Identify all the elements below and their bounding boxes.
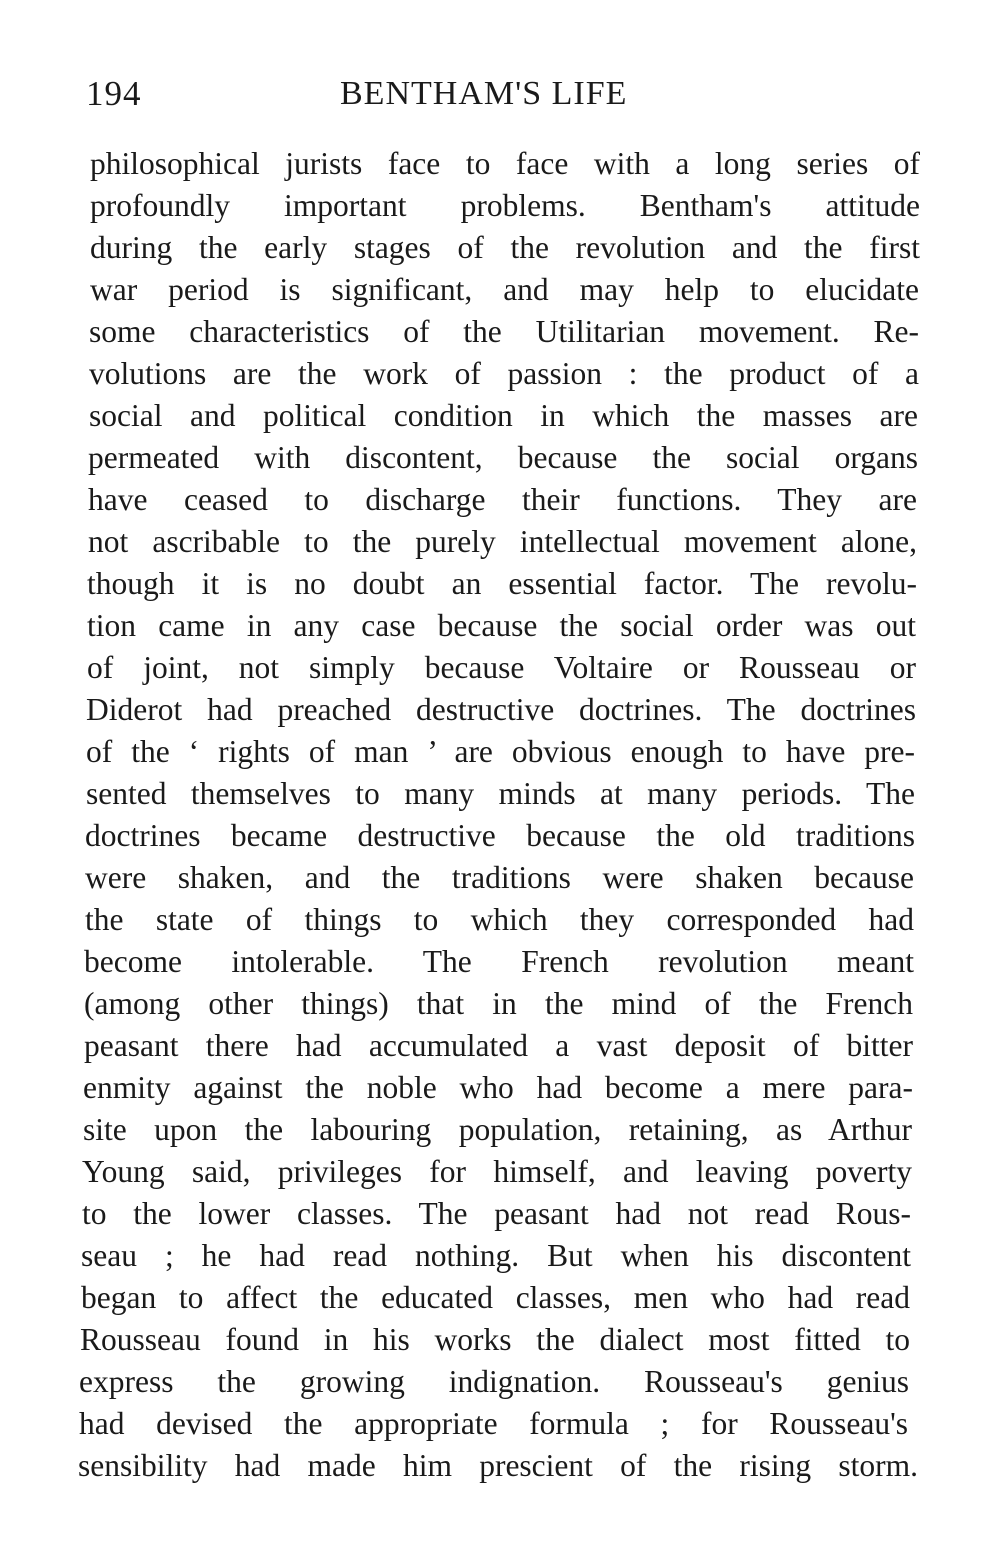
text-line: (among other things) that in the mind of the French — [84, 986, 913, 1021]
text-line: sensibility had made him prescient of the rising storm. — [78, 1448, 918, 1483]
running-head — [86, 70, 920, 118]
text-line: Diderot had preached destructive doctrines. The doctrines — [86, 692, 916, 727]
text-line: peasant there had accumulated a vast deposit of bitter — [84, 1028, 913, 1063]
text-line: of joint, not simply because Voltaire or Rousseau or — [87, 650, 916, 685]
text-line: some characteristics of the Utilitarian movement. Re- — [89, 314, 919, 349]
text-line: permeated with discontent, because the social organs — [88, 440, 918, 475]
text-line: Rousseau found in his works the dialect most fitted to — [80, 1322, 910, 1357]
text-line: site upon the labouring population, retaining, as Arthur — [83, 1112, 912, 1147]
text-line: had devised the appropriate formula ; for Rousseau's — [79, 1406, 908, 1441]
text-line: though it is no doubt an essential factor. The revolu- — [87, 566, 917, 601]
text-line: enmity against the noble who had become a mere para- — [83, 1070, 913, 1105]
text-line: Young said, privileges for himself, and leaving poverty — [82, 1154, 912, 1189]
text-line: express the growing indignation. Rousseau's genius — [79, 1364, 909, 1399]
text-line: profoundly important problems. Bentham's attitude — [90, 188, 920, 223]
text-line: to the lower classes. The peasant had not read Rous- — [82, 1196, 911, 1231]
text-line: war period is significant, and may help to elucidate — [90, 272, 919, 307]
text-line: were shaken, and the traditions were shaken because — [85, 860, 914, 895]
text-line: the state of things to which they corresponded had — [85, 902, 914, 937]
running-title: BENTHAM'S LIFE — [340, 75, 628, 112]
text-line: become intolerable. The French revolution meant — [84, 944, 914, 979]
text-line: not ascribable to the purely intellectual movement alone, — [88, 524, 917, 559]
text-line: have ceased to discharge their functions. They are — [88, 482, 917, 517]
text-line: doctrines became destructive because the old traditions — [85, 818, 915, 853]
text-line: sented themselves to many minds at many periods. The — [86, 776, 915, 811]
text-line: of the ‘ rights of man ’ are obvious enough to have pre- — [86, 734, 915, 769]
text-line: tion came in any case because the social order was out — [87, 608, 916, 643]
text-line: began to affect the educated classes, men who had read — [81, 1280, 910, 1315]
text-line: during the early stages of the revolution and the first — [90, 230, 920, 265]
text-line: philosophical jurists face to face with a long series of — [90, 146, 920, 181]
page-number: 194 — [86, 74, 142, 113]
text-line: volutions are the work of passion : the product of a — [89, 356, 919, 391]
text-line: seau ; he had read nothing. But when his discontent — [81, 1238, 911, 1273]
text-line: social and political condition in which the masses are — [89, 398, 918, 433]
